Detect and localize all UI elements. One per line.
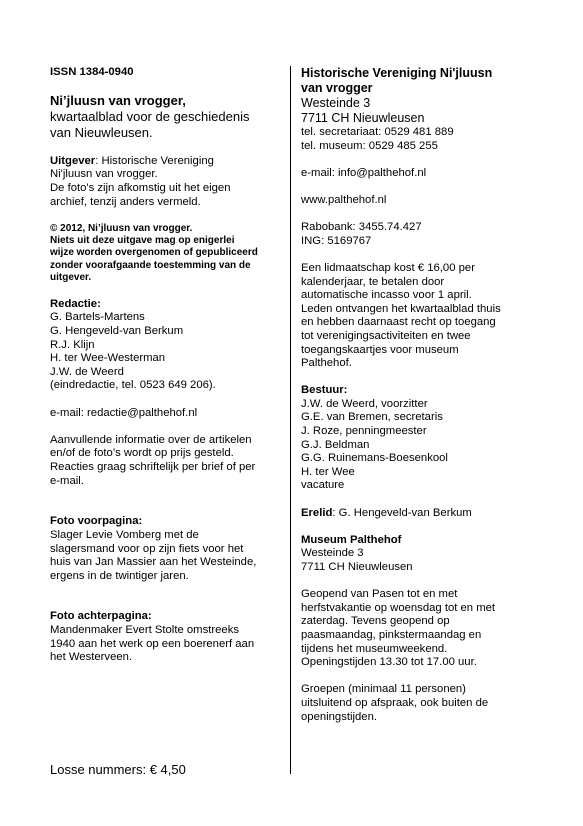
editor-note: (eindredactie, tel. 0523 649 206).: [50, 379, 216, 392]
hours-line: paasmaandag, pinkstermaandag en: [301, 628, 482, 641]
publisher-line: Ni'jluusn van vrogger.: [50, 168, 158, 181]
groups-line: openingstijden.: [301, 710, 378, 723]
membership-line: Een lidmaatschap kost € 16,00 per: [301, 261, 475, 274]
board-member: H. ter Wee: [301, 465, 355, 478]
bank-line: Rabobank: 3455.74.427: [301, 221, 422, 234]
copyright-line: © 2012, Ni’jluusn van vrogger.: [50, 222, 193, 234]
info-line: Aanvullende informatie over de artikelen: [50, 433, 252, 446]
publisher-text: : Historische Vereniging: [95, 154, 214, 167]
museum-label: Museum Palthehof: [301, 533, 402, 546]
membership-line: en hebben daarnaast recht op toegang: [301, 316, 496, 329]
board-member: G.J. Beldman: [301, 438, 370, 451]
right-column: [301, 66, 541, 724]
publisher-line: De foto's zijn afkomstig uit het eigen: [50, 181, 231, 194]
board-member: J.W. de Weerd, voorzitter: [301, 397, 428, 410]
publisher-block: [50, 155, 282, 209]
membership-line: Leden ontvangen het kwartaalblad thuis: [301, 302, 501, 315]
contact-email: e-mail: info@palthehof.nl: [301, 166, 427, 179]
membership-line: tot verenigingsactiviteiten en twee: [301, 329, 471, 342]
issn: ISSN 1384-0940: [50, 66, 134, 78]
publisher-line: archief, tenzij anders vermeld.: [50, 195, 201, 208]
phone-line: tel. museum: 0529 485 255: [301, 139, 438, 152]
groups-line: Groepen (minimaal 11 personen): [301, 683, 466, 696]
copyright-line: zonder voorafgaande toestemming van de: [50, 259, 251, 271]
hours-line: Geopend van Pasen tot en met: [301, 588, 458, 601]
contact-block: [301, 126, 541, 724]
hours-line: Openingstijden 13.30 tot 17.00 uur.: [301, 656, 477, 669]
editors-label: Redactie:: [50, 297, 101, 310]
back-photo-line: 1940 aan het werk op een boerenerf aan: [50, 637, 255, 650]
single-issue-price: Losse nummers: € 4,50: [50, 762, 186, 777]
front-photo-line: ergens in de twintiger jaren.: [50, 569, 189, 582]
website: www.palthehof.nl: [301, 193, 387, 206]
editor-name: R.J. Klijn: [50, 338, 95, 351]
copyright-line: wijze worden overgenomen of gepubliceerd: [50, 247, 258, 259]
board-member: J. Roze, penningmeester: [301, 425, 427, 438]
organization-title: Historische Vereniging Ni'jluusn: [301, 66, 493, 80]
museum-address-line: 7711 CH Nieuwleusen: [301, 561, 413, 573]
phone-line: tel. secretariaat: 0529 481 889: [301, 126, 454, 138]
hours-line: zaterdag. Tevens geopend op: [301, 615, 450, 628]
info-line: Reacties graag schriftelijk per brief of per: [50, 460, 256, 473]
groups-line: uitsluitend op afspraak, ook buiten de: [301, 696, 489, 709]
info-line: e-mail.: [50, 474, 84, 487]
back-photo-label: Foto achterpagina:: [50, 610, 152, 623]
board-member: vacature: [301, 479, 345, 492]
front-photo-line: slagersmand voor op zijn fiets voor het: [50, 542, 244, 555]
membership-line: automatische incasso voor 1 april.: [301, 289, 472, 302]
magazine-subtitle-line: van Nieuwleusen.: [50, 125, 153, 141]
column-divider: [290, 66, 291, 774]
address-line: Westeinde 3: [301, 96, 371, 110]
board-member: G.G. Ruinemans-Boesenkool: [301, 452, 448, 465]
editor-name: J.W. de Weerd: [50, 365, 124, 378]
magazine-subtitle-line: kwartaalblad voor de geschiedenis: [50, 109, 250, 125]
copyright-block: [50, 223, 282, 284]
membership-line: toegangskaartjes voor museum: [301, 343, 459, 356]
address-line: 7711 CH Nieuwleusen: [301, 111, 425, 125]
front-photo-line: huis van Jan Massier aan het Westeinde,: [50, 556, 257, 569]
bank-line: ING: 5169767: [301, 234, 372, 247]
membership-line: kalenderjaar, te betalen door: [301, 275, 445, 288]
left-column: [50, 66, 282, 665]
organization-title: van vrogger: [301, 81, 373, 95]
editor-name: G. Hengeveld-van Berkum: [50, 325, 184, 338]
editor-name: H. ter Wee-Westerman: [50, 352, 166, 365]
honorary-member-name: : G. Hengeveld-van Berkum: [332, 506, 472, 519]
editor-name: G. Bartels-Martens: [50, 311, 145, 324]
front-photo-label: Foto voorpagina:: [50, 515, 143, 528]
editors-block: [50, 298, 282, 665]
copyright-line: Niets uit deze uitgave mag op enigerlei: [50, 235, 235, 247]
board-label: Bestuur:: [301, 384, 348, 397]
editor-email: e-mail: redactie@palthehof.nl: [50, 406, 198, 419]
front-photo-line: Slager Levie Vomberg met de: [50, 528, 199, 541]
hours-line: tijdens het museumweekend.: [301, 642, 448, 655]
magazine-title: Ni’jluusn van vrogger,: [50, 93, 186, 109]
back-photo-line: het Westerveen.: [50, 651, 133, 664]
honorary-member-label: Erelid: [301, 506, 333, 519]
publisher-label: Uitgever: [50, 154, 96, 167]
info-line: en/of de foto’s wordt op prijs gesteld.: [50, 447, 234, 460]
museum-address-line: Westeinde 3: [301, 547, 364, 560]
hours-line: herfstvakantie op woensdag tot en met: [301, 601, 496, 614]
board-member: G.E. van Bremen, secretaris: [301, 411, 443, 424]
copyright-line: uitgever.: [50, 271, 92, 283]
membership-line: Palthehof.: [301, 357, 352, 370]
back-photo-line: Mandenmaker Evert Stolte omstreeks: [50, 624, 239, 637]
